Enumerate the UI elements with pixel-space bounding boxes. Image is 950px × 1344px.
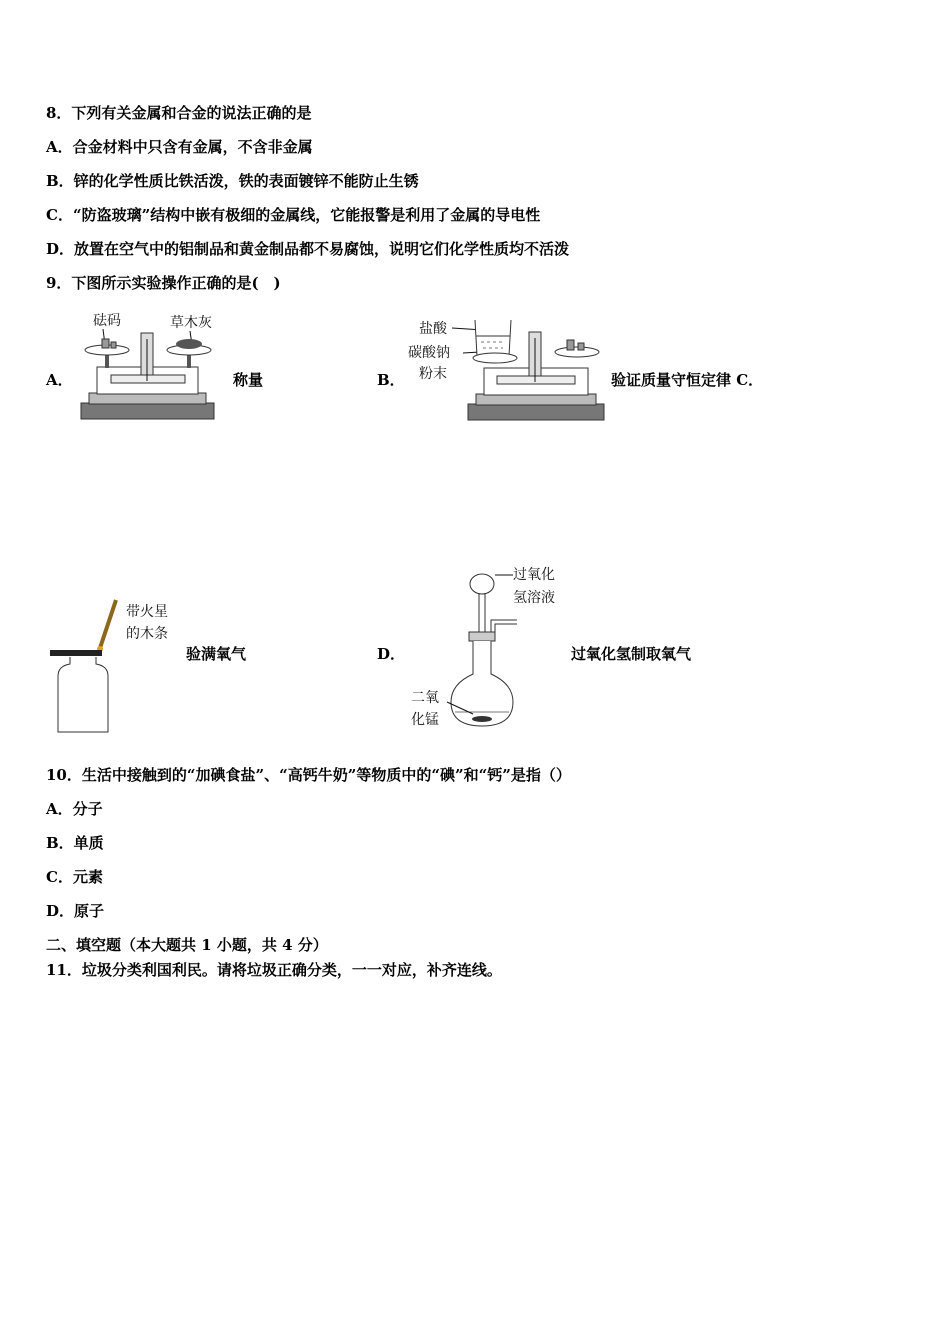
q9-stem: 9．下图所示实验操作正确的是( )	[46, 274, 281, 292]
q8-option-b: B．锌的化学性质比铁活泼，铁的表面镀锌不能防止生锈	[46, 172, 419, 190]
q8-stem: 8．下列有关金属和合金的说法正确的是	[46, 104, 312, 122]
q8-option-d: D．放置在空气中的铝制品和黄金制品都不易腐蚀，说明它们化学性质均不活泼	[46, 240, 570, 258]
hydrogen-peroxide-oxygen-diagram	[405, 562, 575, 732]
manganese-dioxide-label-1: 二氧	[411, 690, 439, 706]
sodium-carbonate-label: 碳酸钠	[408, 345, 450, 361]
q10-option-c: C．元素	[46, 868, 103, 886]
weights-label: 砝码	[93, 313, 121, 329]
hydrogen-peroxide-label-1: 过氧化	[513, 567, 555, 583]
powder-label: 粉末	[419, 366, 447, 382]
q9-option-d-caption: 过氧化氢制取氧气	[571, 645, 692, 663]
plant-ash-label: 草木灰	[170, 315, 212, 331]
balance-weighing-diagram	[75, 305, 220, 423]
q10-option-d: D．原子	[46, 902, 105, 920]
manganese-dioxide-label-2: 化锰	[411, 712, 439, 728]
section-heading: 二、填空题（本大题共 1 小题，共 4 分）	[46, 936, 328, 954]
q10-stem: 10．生活中接触到的“加碘食盐”、“高钙牛奶”等物质中的“碘”和“钙”是指（）	[46, 766, 571, 784]
q9-option-b-caption: 验证质量守恒定律 C．	[611, 371, 764, 389]
glowing-splint-label-1: 带火星	[126, 604, 168, 620]
q10-option-b: B．单质	[46, 834, 104, 852]
oxygen-test-diagram	[46, 594, 186, 736]
q8-option-c: C．“防盗玻璃”结构中嵌有极细的金属线，它能报警是利用了金属的导电性	[46, 206, 541, 224]
q9-option-a-letter: A．	[46, 371, 73, 389]
q9-option-d-letter: D．	[377, 645, 406, 663]
q9-option-a-caption: 称量	[233, 371, 264, 389]
hydrogen-peroxide-label-2: 氢溶液	[513, 590, 555, 606]
q10-option-a: A．分子	[46, 800, 103, 818]
hydrochloric-acid-label: 盐酸	[419, 321, 447, 337]
q9-option-b-letter: B．	[377, 371, 405, 389]
q8-option-a: A．合金材料中只含有金属，不含非金属	[46, 138, 313, 156]
mass-conservation-diagram	[405, 308, 610, 424]
q11-stem: 11．垃圾分类利国利民。请将垃圾正确分类，一一对应，补齐连线。	[46, 961, 502, 979]
q9-option-c-caption: 验满氧气	[186, 645, 247, 663]
glowing-splint-label-2: 的木条	[126, 626, 168, 642]
